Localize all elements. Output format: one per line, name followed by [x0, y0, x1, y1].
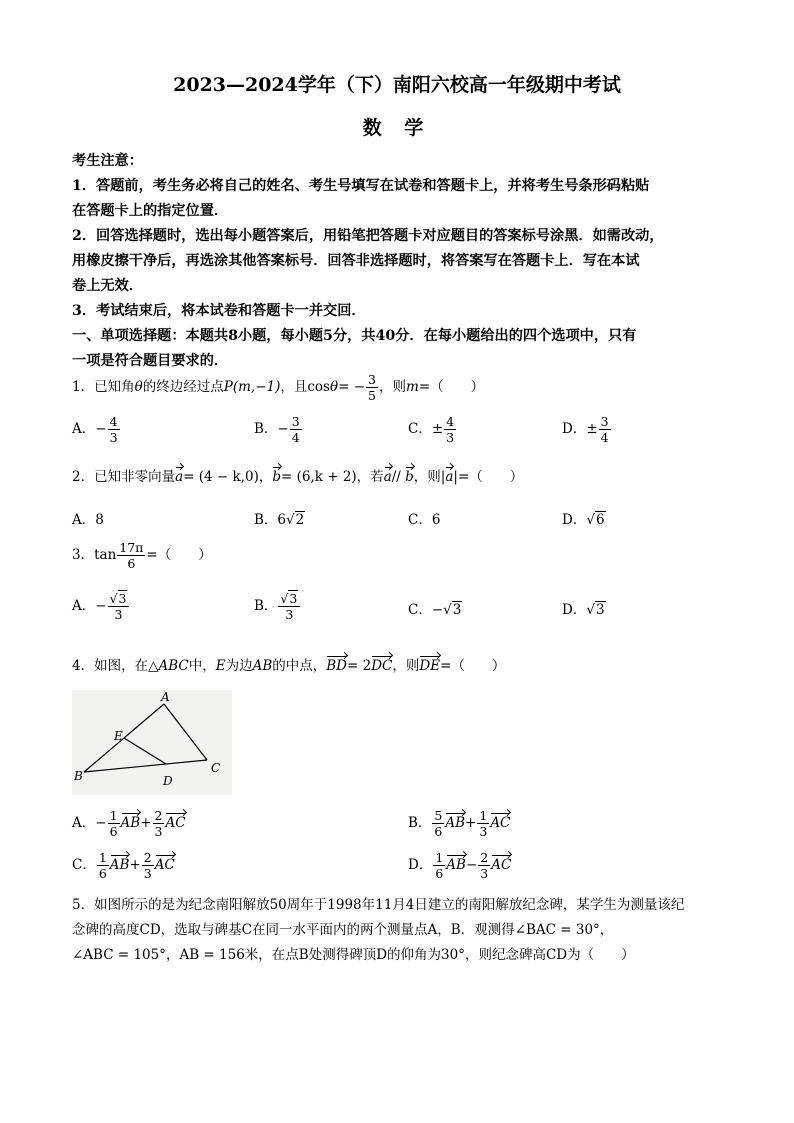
label-b: B [74, 769, 83, 783]
question-3-option-b: B． $\frac{√3}{3}$ [254, 591, 301, 622]
question-2-stem: 2．已知非零向量a= (4 − k,0)，b= (6,k + 2)，若a// b，则|a|=（ ） [72, 469, 524, 485]
question-3-option-a: A．− $\frac{√3}{3}$ [72, 591, 130, 622]
question-3-stem: 3．tan $\frac{17\pi}{6}$ =（ ） [72, 540, 212, 571]
question-1-option-b: B．− $\frac{3}{4}$ [254, 414, 300, 445]
label-c: C [211, 761, 221, 775]
label-e: E [114, 729, 123, 743]
notice-line-1a: 1．答题前，考生务必将自己的姓名、考生号填写在试卷和答题卡上，并将考生号条形码粘贴 [72, 178, 650, 194]
question-3-option-d: D．√3 [562, 602, 605, 618]
question-5-line2: 念碑的高度CD，选取与碑基C在同一水平面内的两个测量点A，B．观测得∠BAC = 30°， [72, 922, 614, 938]
question-2-option-d: D．√6 [562, 512, 605, 528]
question-2-option-a: A．8 [72, 512, 104, 528]
notice-line-2a: 2．回答选择题时，选出每小题答案后，用铅笔把答题卡对应题目的答案标号涂黑．如需改动， [72, 228, 664, 244]
notice-line-3: 3．考试结束后，将本试卷和答题卡一并交回． [72, 303, 366, 319]
question-5-line1: 5．如图所示的是为纪念南阳解放50周年于1998年11月4日建立的南阳解放纪念碑，某学生为测量该纪 [72, 897, 685, 913]
question-1-option-a: A．− $\frac{4}{3}$ [72, 414, 118, 445]
question-4-stem: 4．如图，在△ABC中，E为边AB的中点，BD= 2DC，则DE=（ ） [72, 658, 506, 674]
notice-heading: 考生注意： [72, 153, 143, 169]
notice-line-2b: 用橡皮擦干净后，再选涂其他答案标号．回答非选择题时，将答案写在答题卡上．写在本试 [72, 253, 640, 269]
question-4-option-c: C． $\frac{1}{6}$ AB+ $\frac{2}{3}$ AC [72, 850, 175, 881]
question-4-option-b: B． $\frac{5}{6}$ AB+ $\frac{1}{3}$ AC [408, 808, 511, 839]
label-a: A [161, 690, 170, 704]
exam-title: 2023—2024学年（下）南阳六校高一年级期中考试 [173, 74, 621, 96]
question-2-option-c: C．6 [408, 512, 441, 528]
question-1-stem: 1．已知角θ的终边经过点P(m,−1)，且cosθ= − $\frac{3}{5}$ ，则m=（ ） [72, 372, 485, 403]
label-d: D [163, 774, 173, 788]
notice-line-2c: 卷上无效． [72, 278, 143, 294]
question-1-option-d: D．± $\frac{3}{4}$ [562, 414, 609, 445]
question-4-option-d: D． $\frac{1}{6}$ AB− $\frac{2}{3}$ AC [408, 850, 512, 881]
question-4-option-a: A．− $\frac{1}{6}$ AB+ $\frac{2}{3}$ AC [72, 808, 186, 839]
figure-background [72, 690, 232, 795]
section-1-instructions-line2: 一项是符合题目要求的． [72, 353, 229, 369]
question-2-option-b: B．6√2 [254, 512, 305, 528]
question-5-line3: ∠ABC = 105°，AB = 156米，在点B处测得碑顶D的仰角为30°，则纪念碑高CD为（ ） [72, 947, 635, 963]
triangle-figure [72, 690, 232, 795]
notice-line-1b: 在答题卡上的指定位置． [72, 203, 229, 219]
question-3-option-c: C．−√3 [408, 602, 462, 618]
subject-title: 数 学 [362, 117, 432, 139]
question-1-option-c: C．± $\frac{4}{3}$ [408, 414, 455, 445]
section-1-instructions-line1: 一、单项选择题：本题共8小题，每小题5分，共40分．在每小题给出的四个选项中，只有 [72, 328, 637, 344]
